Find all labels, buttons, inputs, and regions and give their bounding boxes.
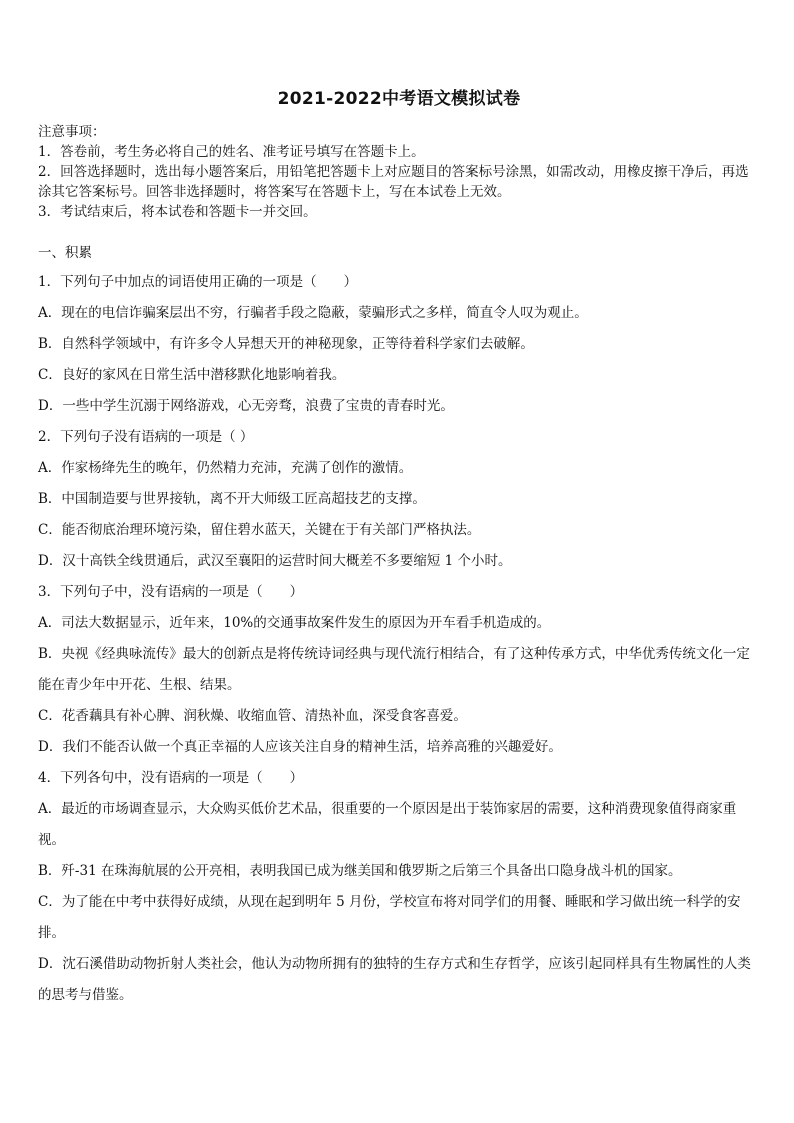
option-d: D．一些中学生沉溺于网络游戏，心无旁骛，浪费了宝贵的青春时光。 [38, 398, 454, 414]
option-a: A．最近的市场调查显示，大众购买低价艺术品，很重要的一个原因是出于装饰家居的需要，这种消费现象值得商家重视。 [38, 801, 737, 848]
option-b: B．自然科学领域中，有许多令人异想天开的神秘现象，正等待着科学家们去破解。 [38, 336, 534, 352]
notice-item-2: 2．回答选择题时，选出每小题答案后，用铅笔把答题卡上对应题目的答案标号涂黑，如需改动，用橡皮擦干净后，再选涂其它答案标号。回答非选择题时，将答案写在答题卡上，写在本试卷上无效。 [38, 164, 749, 200]
option-a: A．作家杨绛先生的晚年，仍然精力充沛，充满了创作的激情。 [38, 460, 413, 476]
notice-block [38, 122, 760, 222]
option-a: A．现在的电信诈骗案层出不穷，行骗者手段之隐蔽，蒙骗形式之多样，简直令人叹为观止。 [38, 305, 588, 321]
option-d: D．沈石溪借助动物折射人类社会，他认为动物所拥有的独特的生存方式和生存哲学，应该引起同样具有生物属性的人类的思考与借鉴。 [38, 956, 751, 1003]
page-title: 2021-2022中考语文模拟试卷 [277, 89, 521, 109]
question-stem: 2．下列句子没有语病的一项是（ ） [38, 429, 254, 445]
section-heading: 一、积累 [38, 245, 92, 261]
question-stem: 3．下列句子中，没有语病的一项是（ ） [38, 584, 304, 600]
question-stem: 4．下列各句中，没有语病的一项是（ ） [38, 770, 304, 786]
option-d: D．汉十高铁全线贯通后，武汉至襄阳的运营时间大概差不多要缩短 1 个小时。 [38, 553, 512, 569]
option-c: C．为了能在中考中获得好成绩，从现在起到明年 5 月份，学校宣布将对同学们的用餐、睡眠和学习做出统一科学的安排。 [38, 894, 741, 941]
question-4 [38, 763, 760, 1011]
notice-item-3: 3．考试结束后，将本试卷和答题卡一并交回。 [38, 204, 317, 220]
option-b: B．央视《经典咏流传》最大的创新点是将传统诗词经典与现代流行相结合，有了这种传承方式，中华优秀传统文化一定能在青少年中开花、生根、结果。 [38, 646, 750, 693]
option-c: C．良好的家风在日常生活中潜移默化地影响着我。 [38, 367, 346, 383]
question-3 [38, 577, 760, 763]
question-2 [38, 422, 760, 577]
option-b: B．歼-31 在珠海航展的公开亮相，表明我国已成为继美国和俄罗斯之后第三个具备出口隐身战斗机的国家。 [38, 863, 682, 879]
option-c: C．能否彻底治理环境污染，留住碧水蓝天，关键在于有关部门严格执法。 [38, 522, 481, 538]
question-1 [38, 267, 760, 422]
spacer [38, 222, 760, 243]
notice-item-1: 1．答卷前，考生务必将自己的姓名、准考证号填写在答题卡上。 [38, 144, 425, 160]
option-d: D．我们不能否认做一个真正幸福的人应该关注自身的精神生活，培养高雅的兴趣爱好。 [38, 739, 562, 755]
option-a: A．司法大数据显示，近年来，10%的交通事故案件发生的原因为开车看手机造成的。 [38, 615, 551, 631]
exam-page [38, 88, 760, 1011]
question-stem: 1．下列句子中加点的词语使用正确的一项是（ ） [38, 274, 358, 290]
option-c: C．花香藕具有补心脾、润秋燥、收缩血管、清热补血，深受食客喜爱。 [38, 708, 467, 724]
option-b: B．中国制造要与世界接轨，离不开大师级工匠高超技艺的支撑。 [38, 491, 426, 507]
notice-heading: 注意事项： [38, 124, 106, 140]
